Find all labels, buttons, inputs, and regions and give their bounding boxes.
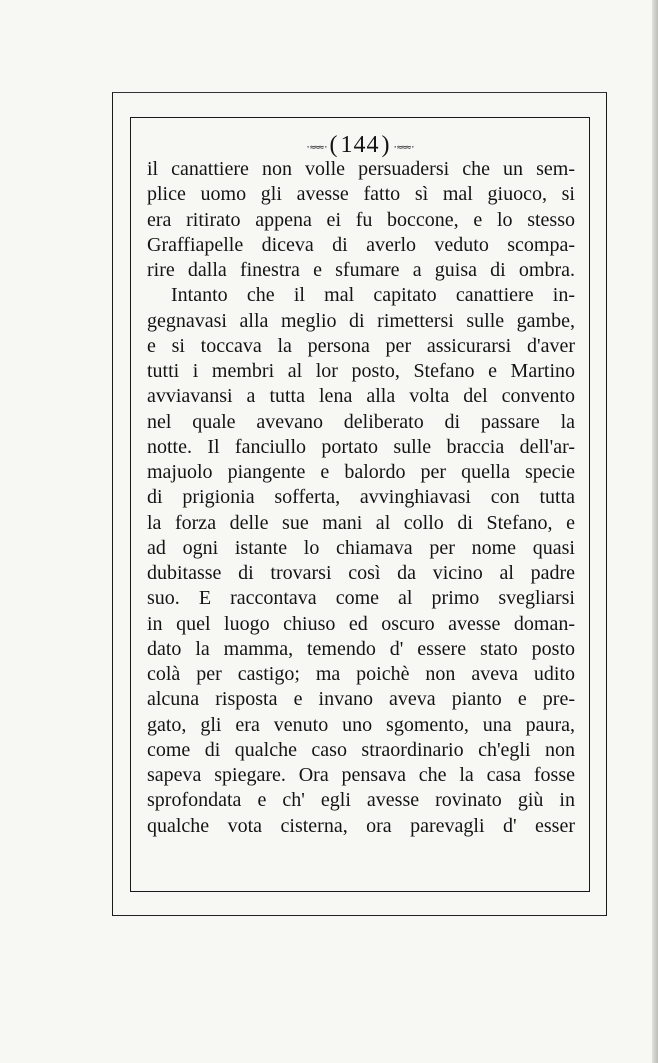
text-line: qualche vota cisterna, ora parevagli d' esser <box>147 814 575 837</box>
text-line: di prigionia sofferta, avvinghiavasi con tutta <box>147 486 575 509</box>
text-line: come di qualche caso straordinario ch'egli non <box>147 738 575 761</box>
text-line: il canattiere non volle persuadersi che un sem- <box>147 158 575 180</box>
text-line: era ritirato appena ei fu boccone, e lo stesso <box>147 208 575 231</box>
text-line: nel quale avevano deliberato di passare la <box>147 410 575 433</box>
text-line: Graffiapelle diceva di averlo veduto scompa- <box>147 233 575 256</box>
header-close-paren: ) <box>381 131 391 158</box>
header-open-paren: ( <box>329 131 339 158</box>
page-number: 144 <box>340 131 380 158</box>
text-line: dato la mamma, temendo d' essere stato posto <box>147 637 575 660</box>
text-line: tutti i membri al lor posto, Stefano e Martino <box>147 360 575 382</box>
text-line: dubitasse di trovarsi così da vicino al padre <box>147 562 575 584</box>
text-line: sapeva spiegare. Ora pensava che la casa fosse <box>147 764 575 786</box>
text-line: alcuna risposta e invano aveva pianto e pre- <box>147 688 575 711</box>
text-line: notte. Il fanciullo portato sulle braccia dell'ar- <box>147 435 575 458</box>
text-line: sprofondata e ch' egli avesse rovinato giù in <box>147 789 575 812</box>
right-ornament: ·≈≈≈· <box>392 143 415 153</box>
text-line: gato, gli era venuto uno sgomento, una paura, <box>147 713 575 736</box>
page-edge-shadow <box>652 0 658 1063</box>
text-line: la forza delle sue mani al collo di Stefano, e <box>147 511 575 534</box>
text-line: e si toccava la persona per assicurarsi d'aver <box>147 334 575 357</box>
text-line-paragraph-start: Intanto che il mal capitato canattiere in- <box>171 284 575 307</box>
body-text <box>147 157 575 839</box>
text-line: in quel luogo chiuso ed oscuro avesse doman- <box>147 612 575 635</box>
text-line: majuolo piangente e balordo per quella specie <box>147 461 575 483</box>
text-line: ad ogni istante lo chiamava per nome quasi <box>147 536 575 559</box>
text-line: avviavansi a tutta lena alla volta del convento <box>147 385 575 408</box>
text-line: gegnavasi alla meglio di rimettersi sulle gambe, <box>147 309 575 332</box>
text-line: colà per castigo; ma poichè non aveva udito <box>147 663 575 685</box>
text-line: rire dalla finestra e sfumare a guisa di ombra. <box>147 259 575 281</box>
text-line: suo. E raccontava come al primo svegliarsi <box>147 587 575 610</box>
text-line: plice uomo gli avesse fatto sì mal giuoco, si <box>147 183 575 206</box>
left-ornament: ·≈≈≈· <box>305 143 328 153</box>
